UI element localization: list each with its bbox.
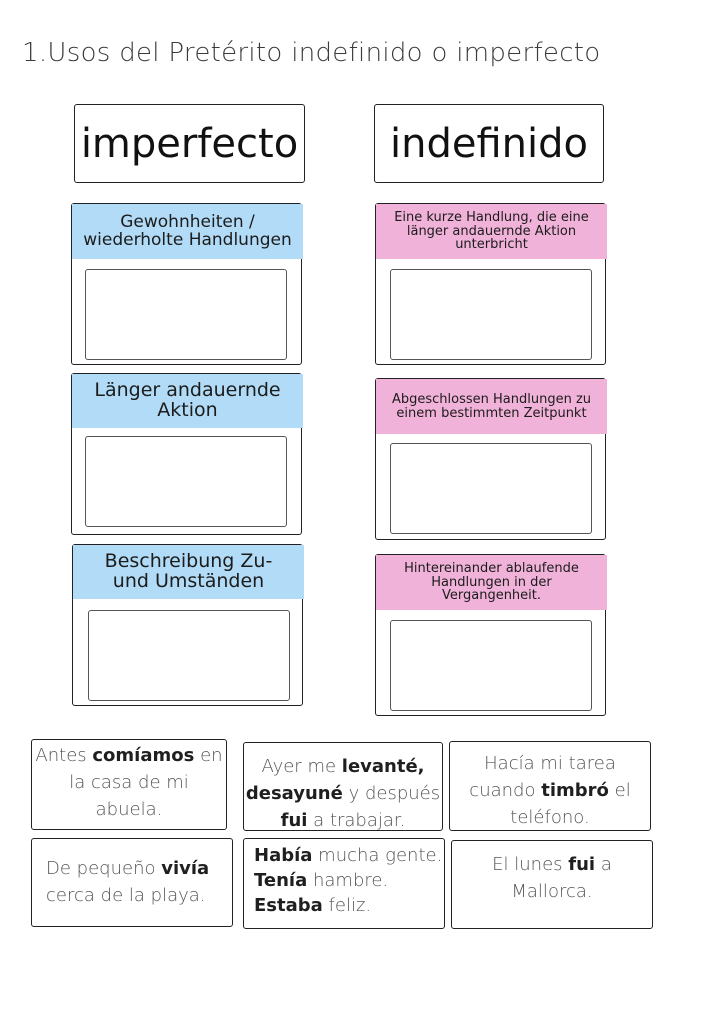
sentence-line: cerca de la playa. <box>46 885 206 906</box>
indefinido-header: indefinido <box>374 104 604 183</box>
sentence-card[interactable] <box>451 840 653 929</box>
imperfecto-category-card <box>71 373 302 535</box>
page-title: 1.Usos del Pretérito indefinido o imperfecto <box>22 38 601 68</box>
imperfecto-category-card <box>71 203 302 365</box>
verb-highlight: fui <box>568 854 596 875</box>
drop-zone[interactable] <box>85 269 287 360</box>
drop-zone[interactable] <box>390 620 592 711</box>
verb-highlight: vivía <box>161 858 210 879</box>
sentence-line: la casa de mi <box>69 772 189 793</box>
category-label: Eine kurze Handlung, die eine länger andauernde Aktion unterbricht <box>376 204 607 259</box>
category-label: Gewohnheiten / wiederholte Handlungen <box>72 204 303 259</box>
sentence-line: Hacía mi tarea <box>484 753 616 774</box>
sentence-line: Había mucha gente. <box>254 845 443 866</box>
verb-highlight: timbró <box>541 780 609 801</box>
indefinido-category-card <box>375 554 606 716</box>
sentence-line: El lunes fui a <box>492 854 612 875</box>
imperfecto-header: imperfecto <box>74 104 305 183</box>
verb-highlight: levanté, <box>341 756 425 777</box>
sentence-line: Mallorca. <box>511 881 593 902</box>
sentence-line: abuela. <box>95 799 163 820</box>
indefinido-category-card <box>375 203 606 365</box>
indefinido-category-card <box>375 378 606 540</box>
verb-highlight: comíamos <box>92 745 195 766</box>
drop-zone[interactable] <box>85 436 287 527</box>
category-label: Abgeschlossen Handlungen zu einem bestimmten Zeitpunkt <box>376 379 607 434</box>
verb-highlight: Había <box>254 845 313 866</box>
sentence-line: desayuné y después <box>245 783 441 804</box>
category-label: Länger andauernde Aktion <box>72 374 303 428</box>
imperfecto-category-card <box>72 544 303 706</box>
drop-zone[interactable] <box>390 443 592 534</box>
sentence-card[interactable] <box>243 838 445 929</box>
sentence-card[interactable] <box>449 741 651 831</box>
verb-highlight: fui <box>280 810 308 831</box>
category-label: Hintereinander ablaufende Handlungen in der Vergangenheit. <box>376 555 607 610</box>
sentence-card[interactable] <box>31 739 227 830</box>
verb-highlight: desayuné <box>245 783 343 804</box>
category-label: Beschreibung Zu- und Umständen <box>73 545 304 599</box>
sentence-line: Ayer me levanté, <box>261 756 425 777</box>
sentence-line: cuando timbró el <box>469 780 631 801</box>
sentence-line: Estaba feliz. <box>254 895 372 916</box>
sentence-line: Antes comíamos en <box>35 745 223 766</box>
drop-zone[interactable] <box>88 610 290 701</box>
sentence-line: Tenía hambre. <box>254 870 389 891</box>
drop-zone[interactable] <box>390 269 592 360</box>
sentence-card[interactable] <box>31 838 233 927</box>
sentence-line: teléfono. <box>510 807 590 828</box>
verb-highlight: Tenía <box>254 870 308 891</box>
sentence-line: fui a trabajar. <box>280 810 406 831</box>
verb-highlight: Estaba <box>254 895 323 916</box>
sentence-line: De pequeño vivía <box>46 858 210 879</box>
sentence-card[interactable] <box>243 742 443 831</box>
